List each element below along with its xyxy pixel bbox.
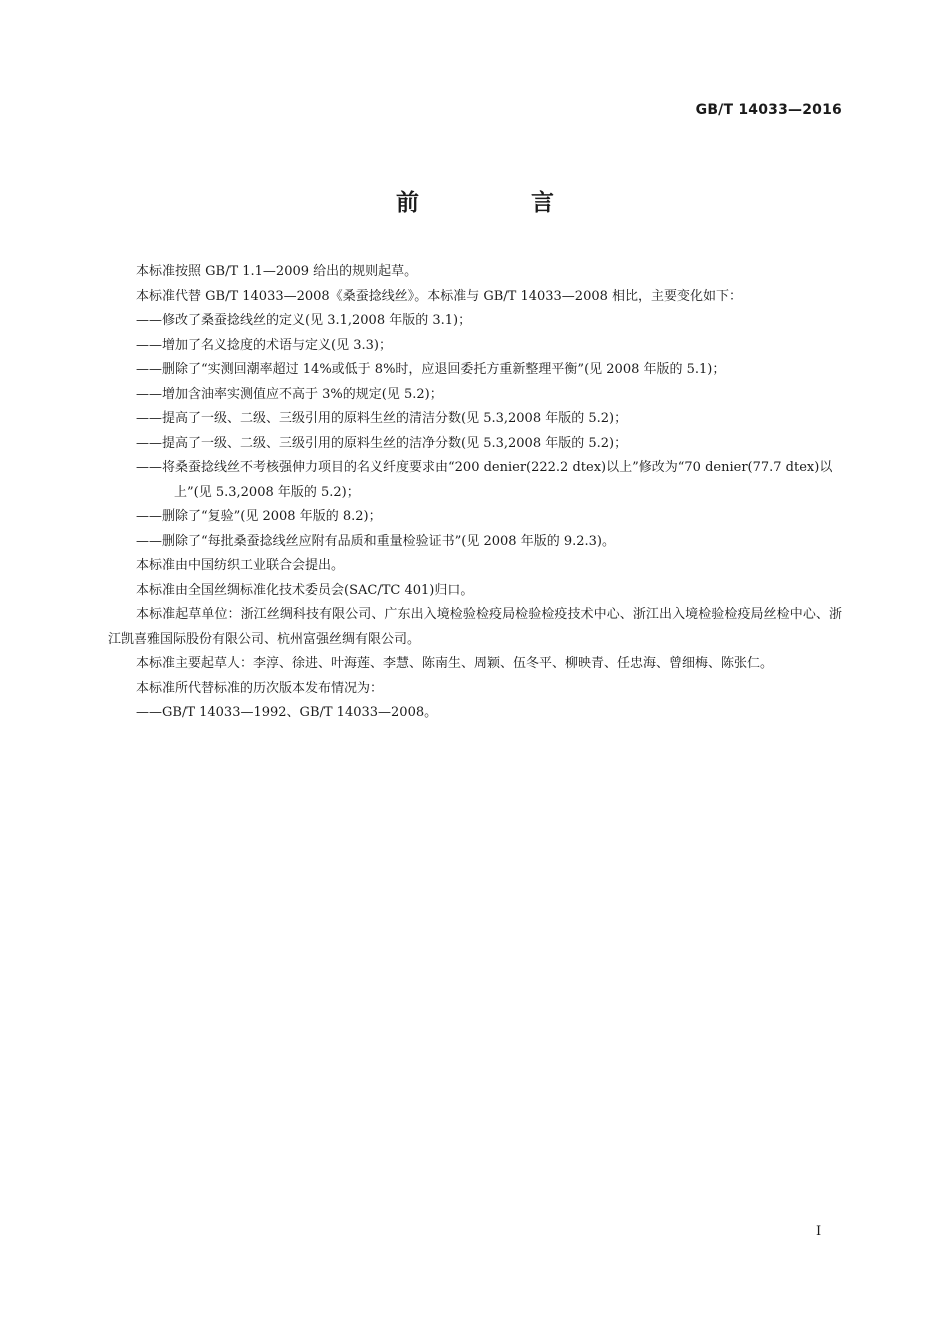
change-item: ——提高了一级、二级、三级引用的原料生丝的清洁分数(见 5.3,2008 年版的 5.2)； — [136, 411, 628, 426]
paragraph-committee: 本标准由全国丝绸标准化技术委员会(SAC/TC 401)归口。 — [136, 582, 474, 598]
change-item: ——删除了“每批桑蚕捻线丝应附有品质和重量检验证书”(见 2008 年版的 9.2.3)。 — [136, 533, 615, 549]
change-item: ——删除了“实测回潮率超过 14%或低于 8%时，应退回委托方重新整理平衡”(见 2008 年版的 5.1)； — [136, 362, 726, 377]
paragraph-drafting-units: 本标准起草单位：浙江丝绸科技有限公司、广东出入境检验检疫局检验检疫技术中心、浙江出入境检验检疫局丝检中心、浙江凯喜雅国际股份有限公司、杭州富强丝绸有限公司。 — [108, 607, 842, 647]
paragraph-replacement: 本标准代替 GB/T 14033—2008《桑蚕捻线丝》。本标准与 GB/T 14033—2008 相比，主要变化如下： — [136, 288, 743, 304]
history-item: ——GB/T 14033—1992、GB/T 14033—2008。 — [136, 705, 438, 720]
paragraph-proposer: 本标准由中国纺织工业联合会提出。 — [136, 558, 345, 573]
page-number: I — [816, 1224, 822, 1239]
change-item: ——增加含油率实测值应不高于 3%的规定(见 5.2)； — [136, 386, 443, 402]
change-item: ——增加了名义捻度的术语与定义(见 3.3)； — [136, 337, 392, 353]
page-title: 前 言 — [395, 190, 606, 216]
paragraph-drafting-rules: 本标准按照 GB/T 1.1—2009 给出的规则起草。 — [136, 264, 418, 279]
document-body — [108, 260, 842, 726]
paragraph-history-intro: 本标准所代替标准的历次版本发布情况为： — [136, 680, 384, 696]
change-item: ——提高了一级、二级、三级引用的原料生丝的洁净分数(见 5.3,2008 年版的 5.2)； — [136, 435, 628, 451]
standard-code: GB/T 14033—2016 — [695, 102, 842, 118]
change-item: ——删除了“复验”(见 2008 年版的 8.2)； — [136, 509, 382, 524]
paragraph-drafters: 本标准主要起草人：李淳、徐进、叶海莲、李慧、陈南生、周颖、伍冬平、柳映青、任忠海、曾细梅、陈张仁。 — [136, 656, 774, 671]
change-item: ——修改了桑蚕捻线丝的定义(见 3.1,2008 年版的 3.1)； — [136, 313, 472, 328]
change-item: ——将桑蚕捻线丝不考核强伸力项目的名义纤度要求由“200 denier(222.2 dtex)以上”修改为“70 denier(77.7 dtex)以上”(见 5.3,2008 年版的 5.2)； — [136, 460, 833, 500]
